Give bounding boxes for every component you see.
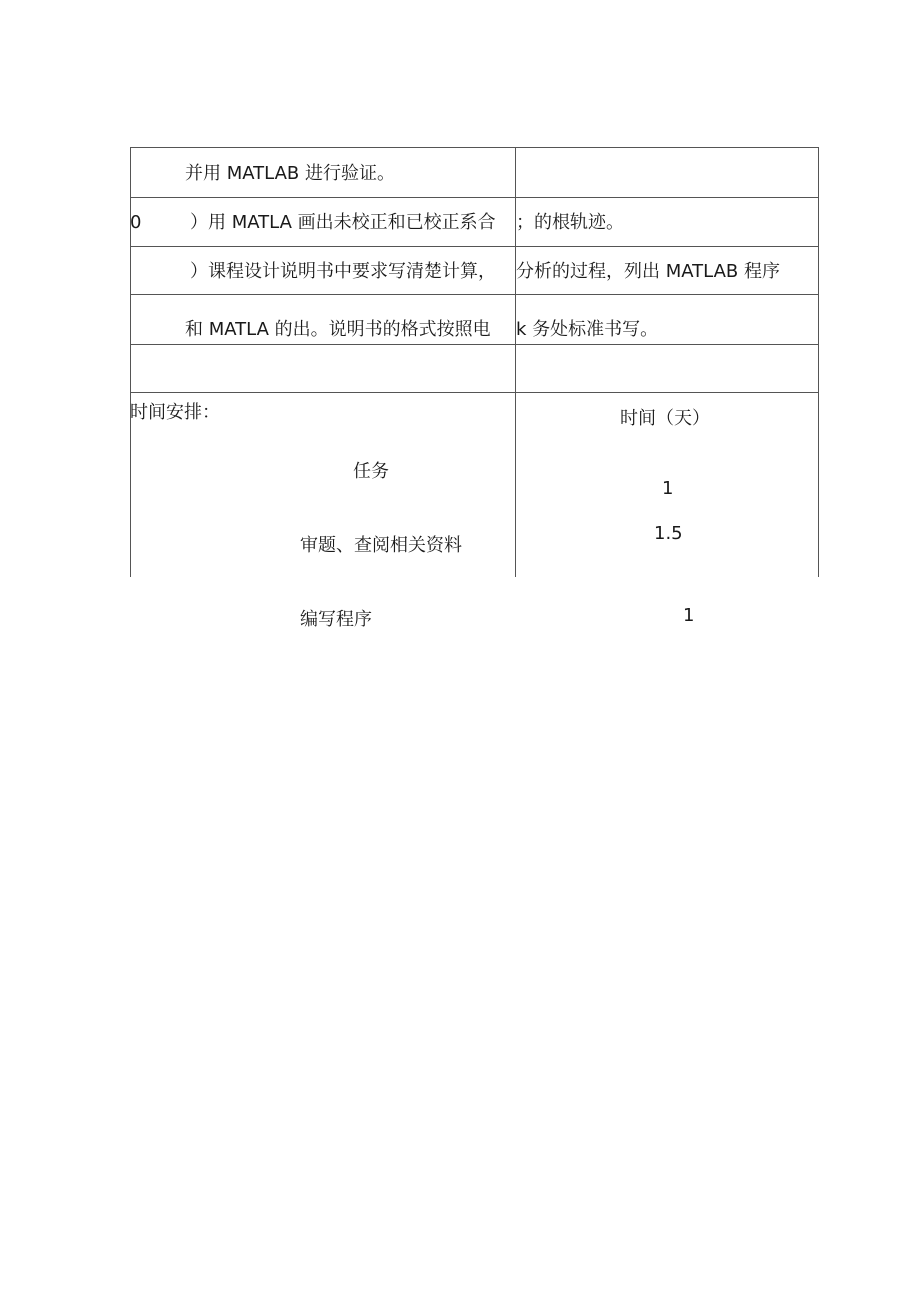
schedule-label: 时间安排： [130, 402, 220, 423]
table-border [130, 392, 819, 393]
table-cell: ；的根轨迹。 [516, 212, 624, 233]
task-header: 任务 [353, 461, 389, 482]
schedule-task: 编写程序 [300, 609, 372, 630]
table-cell: 分析的过程，列出 MATLAB 程序 [516, 261, 780, 282]
table-cell: ）用 MATLA 画出未校正和已校正系合 [190, 212, 496, 233]
table-border [130, 246, 819, 247]
time-header-value: 1 [662, 478, 674, 499]
item-number: 0 [130, 212, 142, 233]
table-border [818, 147, 819, 577]
table-border [130, 197, 819, 198]
table-cell: 和 MATLA 的出。说明书的格式按照电 [185, 319, 491, 340]
table-cell: 并用 MATLAB 进行验证。 [185, 163, 395, 184]
time-header: 时间（天） [620, 408, 710, 429]
table-border [130, 147, 819, 148]
schedule-days: 1.5 [654, 523, 683, 544]
schedule-task: 审题、查阅相关资料 [300, 535, 462, 556]
table-cell: k 务处标准书写。 [516, 319, 659, 340]
table-border [130, 344, 819, 345]
schedule-days: 1 [683, 605, 695, 626]
table-border [130, 294, 819, 295]
table-cell: ）课程设计说明书中要求写清楚计算， [190, 261, 496, 282]
